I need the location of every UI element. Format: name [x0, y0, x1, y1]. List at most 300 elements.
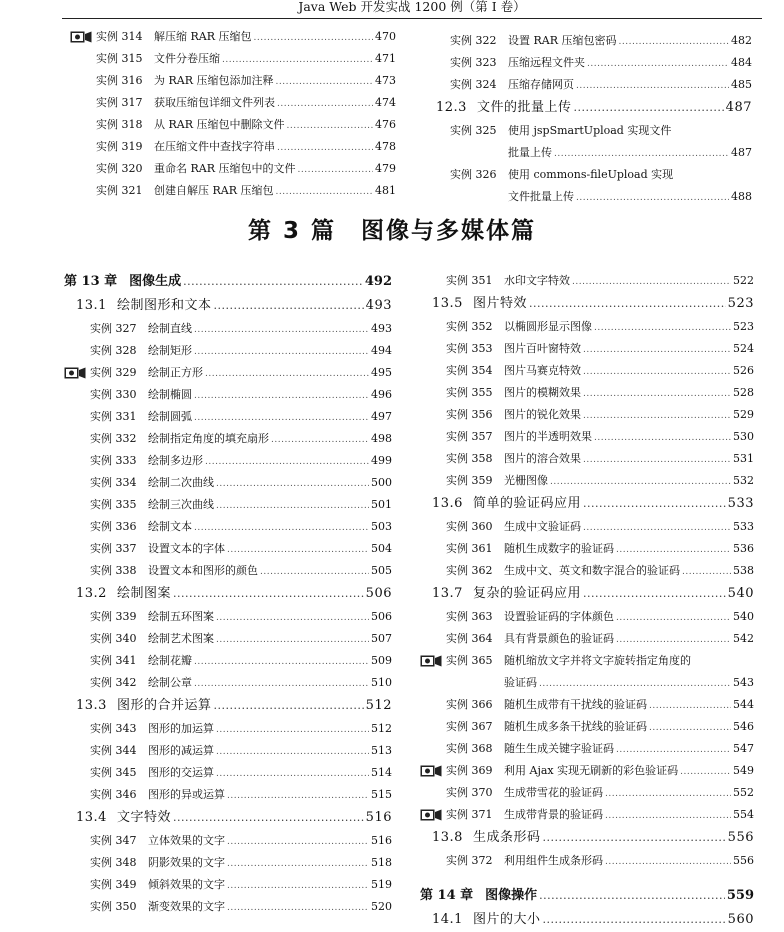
page-number: 506: [371, 610, 392, 623]
toc-entry: [64, 494, 392, 516]
entry-number: 实例 360: [446, 520, 493, 533]
entry-number: 实例 354: [446, 364, 493, 377]
page-number: 516: [371, 834, 392, 847]
toc-entry: [420, 360, 754, 382]
entry-title: 为 RAR 压缩包添加注释: [154, 74, 274, 87]
toc-entry: [420, 516, 754, 538]
toc-entry: [64, 606, 392, 628]
toc-entry: [64, 538, 392, 560]
entry-number: 实例 319: [96, 140, 143, 153]
entry-number: 实例 335: [90, 498, 137, 511]
entry-number: 第 14 章: [420, 888, 474, 903]
leader-dots: [227, 875, 369, 897]
entry-number: 实例 332: [90, 432, 137, 445]
cd-video-icon: [64, 367, 86, 379]
entry-title: 渐变效果的文字: [148, 900, 225, 913]
entry-number: 实例 356: [446, 408, 493, 421]
entry-title: 图片特效: [472, 296, 527, 311]
toc-entry: [420, 560, 754, 582]
entry-title: 批量上传: [508, 146, 552, 159]
toc-entry: [64, 852, 392, 874]
leader-dots: [277, 93, 373, 115]
toc-entry: [420, 382, 754, 404]
entry-number: 实例 323: [450, 56, 497, 69]
page-number: 547: [733, 742, 754, 755]
entry-number: 实例 366: [446, 698, 493, 711]
entry-title: 绘制椭圆: [148, 388, 192, 401]
page-number: 519: [371, 878, 392, 891]
page-number: 512: [365, 698, 392, 713]
page-number: 485: [731, 78, 752, 91]
entry-number: 第 13 章: [64, 274, 118, 289]
page-number: 501: [371, 498, 392, 511]
entry-title: 绘制图案: [116, 586, 171, 601]
entry-number: 实例 338: [90, 564, 137, 577]
page-number: 554: [733, 808, 754, 821]
toc-entry: [420, 850, 754, 872]
entry-title: 图形的合并运算: [116, 698, 212, 713]
leader-dots: [573, 96, 723, 120]
leader-dots: [539, 884, 725, 908]
entry-title: 绘制指定角度的填充扇形: [148, 432, 269, 445]
spacer: [420, 872, 754, 884]
toc-entry: [420, 470, 754, 492]
toc-entry: [64, 628, 392, 650]
entry-number: 实例 325: [450, 124, 497, 137]
page-number: 530: [733, 430, 754, 443]
leader-dots: [616, 739, 731, 761]
entry-number: 实例 314: [96, 30, 143, 43]
toc-column-bottom-right: [420, 270, 754, 932]
entry-number: 实例 368: [446, 742, 493, 755]
page-number: 499: [371, 454, 392, 467]
entry-title: 创建自解压 RAR 压缩包: [154, 184, 274, 197]
toc-entry: [420, 782, 754, 804]
entry-title: 压缩远程文件夹: [508, 56, 585, 69]
leader-dots: [194, 651, 369, 673]
entry-number: 实例 352: [446, 320, 493, 333]
page-number: 503: [371, 520, 392, 533]
entry-number: 实例 359: [446, 474, 493, 487]
page-number: 497: [371, 410, 392, 423]
toc-entry: [96, 158, 396, 180]
entry-title: 图形的交运算: [148, 766, 214, 779]
page-number: 479: [375, 162, 396, 175]
leader-dots: [276, 181, 373, 203]
entry-title: 设置验证码的字体颜色: [504, 610, 614, 623]
entry-number: 实例 328: [90, 344, 137, 357]
page-number: 473: [375, 74, 396, 87]
toc-entry: [64, 516, 392, 538]
entry-number: 实例 320: [96, 162, 143, 175]
entry-number: 实例 348: [90, 856, 137, 869]
entry-number: 实例 363: [446, 610, 493, 623]
toc-section: [420, 826, 754, 850]
entry-title: 设置 RAR 压缩包密码: [508, 34, 617, 47]
leader-dots: [649, 695, 731, 717]
page-number: 498: [371, 432, 392, 445]
toc-section: [420, 492, 754, 516]
entry-title: 随机生成多条干扰线的验证码: [504, 720, 647, 733]
leader-dots: [680, 761, 731, 783]
leader-dots: [222, 49, 373, 71]
page-number: 538: [733, 564, 754, 577]
page-number: 543: [733, 676, 754, 689]
entry-title: 绘制多边形: [148, 454, 203, 467]
toc-entry: [64, 428, 392, 450]
toc-entry: [420, 426, 754, 448]
entry-title: 解压缩 RAR 压缩包: [154, 30, 252, 43]
entry-number: 实例 339: [90, 610, 137, 623]
entry-title: 设置文本的字体: [148, 542, 225, 555]
page-number: 533: [733, 520, 754, 533]
toc-entry: [420, 694, 754, 716]
page-number: 513: [371, 744, 392, 757]
entry-title: 使用 commons-fileUpload 实现: [508, 168, 674, 181]
leader-dots: [271, 429, 369, 451]
leader-dots: [576, 75, 729, 97]
toc-entry: [64, 896, 392, 918]
leader-dots: [216, 763, 369, 785]
page-number: 532: [733, 474, 754, 487]
leader-dots: [173, 806, 364, 830]
page-number: 500: [371, 476, 392, 489]
toc-chapter: [420, 884, 754, 908]
page-number: 522: [733, 274, 754, 287]
entry-title: 绘制正方形: [148, 366, 203, 379]
page-number: 529: [733, 408, 754, 421]
entry-title: 立体效果的文字: [148, 834, 225, 847]
entry-number: 实例 322: [450, 34, 497, 47]
entry-title: 光栅图像: [504, 474, 548, 487]
leader-dots: [594, 317, 731, 339]
entry-title: 图形的异或运算: [148, 788, 225, 801]
entry-number: 实例 345: [90, 766, 137, 779]
toc-section: [64, 694, 392, 718]
page-number: 493: [365, 298, 392, 313]
entry-number: 12.3: [436, 100, 467, 115]
toc-entry: [64, 384, 392, 406]
leader-dots: [605, 783, 731, 805]
entry-title: 随生生成关键字验证码: [504, 742, 614, 755]
leader-dots: [183, 270, 363, 294]
page-number: 476: [375, 118, 396, 131]
page-number: 493: [371, 322, 392, 335]
page-number: 546: [733, 720, 754, 733]
entry-number: 实例 355: [446, 386, 493, 399]
entry-number: 实例 349: [90, 878, 137, 891]
page-number: 528: [733, 386, 754, 399]
toc-section: [420, 908, 754, 932]
entry-number: 实例 362: [446, 564, 493, 577]
toc-entry: [420, 448, 754, 470]
toc-entry: [64, 318, 392, 340]
entry-title: 图片百叶窗特效: [504, 342, 581, 355]
entry-number: 实例 333: [90, 454, 137, 467]
cd-video-icon: [420, 655, 442, 667]
toc-entry: [64, 740, 392, 762]
leader-dots: [583, 405, 731, 427]
toc-entry: [64, 560, 392, 582]
entry-title: 绘制艺术图案: [148, 632, 214, 645]
entry-title: 生成条形码: [472, 830, 541, 845]
page-number: 482: [731, 34, 752, 47]
page-number: 540: [727, 586, 754, 601]
entry-title: 图形的加运算: [148, 722, 214, 735]
entry-title: 倾斜效果的文字: [148, 878, 225, 891]
entry-title: 简单的验证码应用: [472, 496, 581, 511]
toc-section: [420, 292, 754, 316]
page-number: 507: [371, 632, 392, 645]
leader-dots: [194, 673, 369, 695]
entry-number: 实例 327: [90, 322, 137, 335]
entry-number: 实例 340: [90, 632, 137, 645]
leader-dots: [649, 717, 731, 739]
toc-column-top-left: [96, 26, 396, 202]
leader-dots: [227, 831, 369, 853]
page-number: 514: [371, 766, 392, 779]
toc-entry: [420, 538, 754, 560]
page-number: 552: [733, 786, 754, 799]
page-number: 494: [371, 344, 392, 357]
leader-dots: [576, 187, 729, 209]
leader-dots: [298, 159, 373, 181]
toc-entry: [64, 672, 392, 694]
page-number: 542: [733, 632, 754, 645]
entry-number: 实例 370: [446, 786, 493, 799]
toc-section: [64, 806, 392, 830]
leader-dots: [194, 385, 369, 407]
toc-entry: [420, 760, 754, 782]
entry-number: 实例 316: [96, 74, 143, 87]
leader-dots: [216, 719, 369, 741]
page-number: 481: [375, 184, 396, 197]
entry-number: 13.3: [76, 698, 107, 713]
page-number: 523: [733, 320, 754, 333]
leader-dots: [583, 517, 731, 539]
leader-dots: [287, 115, 373, 137]
entry-title: 绘制圆弧: [148, 410, 192, 423]
page-number: 518: [371, 856, 392, 869]
leader-dots: [616, 629, 731, 651]
leader-dots: [554, 143, 729, 165]
page-number: 540: [733, 610, 754, 623]
toc-entry: [436, 186, 752, 208]
leader-dots: [583, 492, 726, 516]
leader-dots: [216, 741, 369, 763]
toc-section: [64, 294, 392, 318]
entry-number: 13.4: [76, 810, 107, 825]
entry-title: 文件分卷压缩: [154, 52, 220, 65]
toc-column-top-right: [436, 30, 752, 208]
entry-title: 生成中文、英文和数字混合的验证码: [504, 564, 680, 577]
leader-dots: [583, 339, 731, 361]
leader-dots: [216, 495, 369, 517]
toc-entry: [64, 362, 392, 384]
entry-title: 验证码: [504, 676, 537, 689]
toc-entry: [420, 716, 754, 738]
entry-title: 绘制文本: [148, 520, 192, 533]
page-number: 484: [731, 56, 752, 69]
entry-title: 压缩存储网页: [508, 78, 574, 91]
entry-number: 实例 324: [450, 78, 497, 91]
entry-number: 实例 343: [90, 722, 137, 735]
entry-title: 绘制花瓣: [148, 654, 192, 667]
entry-title: 绘制五环图案: [148, 610, 214, 623]
toc-entry: [436, 164, 752, 186]
toc-chapter: [64, 270, 392, 294]
leader-dots: [216, 473, 369, 495]
entry-number: 13.6: [432, 496, 463, 511]
entry-title: 设置文本和图形的颜色: [148, 564, 258, 577]
entry-number: 实例 317: [96, 96, 143, 109]
cd-video-icon: [70, 31, 92, 43]
page-number: 536: [733, 542, 754, 555]
page-number: 556: [733, 854, 754, 867]
leader-dots: [616, 539, 731, 561]
entry-number: 实例 347: [90, 834, 137, 847]
page-number: 492: [364, 274, 392, 289]
toc-entry: [96, 92, 396, 114]
page-number: 559: [726, 888, 754, 903]
toc-column-bottom-left: [64, 270, 392, 918]
entry-number: 实例 351: [446, 274, 493, 287]
entry-title: 随机生成数字的验证码: [504, 542, 614, 555]
entry-number: 实例 341: [90, 654, 137, 667]
leader-dots: [594, 427, 731, 449]
entry-title: 绘制矩形: [148, 344, 192, 357]
entry-title: 文件的批量上传: [476, 100, 572, 115]
toc-entry: [64, 406, 392, 428]
leader-dots: [276, 71, 373, 93]
part-title: 第 3 篇 图像与多媒体篇: [247, 218, 537, 244]
entry-number: 实例 329: [90, 366, 137, 379]
page-number: 520: [371, 900, 392, 913]
page-number: 496: [371, 388, 392, 401]
toc-entry: [436, 52, 752, 74]
entry-number: 实例 334: [90, 476, 137, 489]
entry-title: 绘制公章: [148, 676, 192, 689]
page-number: 488: [731, 190, 752, 203]
toc-entry: [420, 650, 754, 672]
toc-entry: [420, 738, 754, 760]
toc-entry: [64, 762, 392, 784]
entry-title: 生成带雪花的验证码: [504, 786, 603, 799]
entry-title: 图片马赛克特效: [504, 364, 581, 377]
entry-number: 实例 357: [446, 430, 493, 443]
leader-dots: [227, 853, 369, 875]
page-number: 556: [727, 830, 754, 845]
leader-dots: [213, 694, 363, 718]
entry-number: 实例 353: [446, 342, 493, 355]
page-number: 533: [727, 496, 754, 511]
entry-title: 图片的锐化效果: [504, 408, 581, 421]
page-number: 524: [733, 342, 754, 355]
page-number: 487: [725, 100, 752, 115]
toc-entry: [96, 70, 396, 92]
cd-video-icon: [420, 809, 442, 821]
entry-number: 13.1: [76, 298, 107, 313]
entry-title: 图像生成: [129, 274, 182, 289]
page-number: 509: [371, 654, 392, 667]
toc-entry: [64, 650, 392, 672]
page-number: 474: [375, 96, 396, 109]
entry-title: 使用 jspSmartUpload 实现文件: [508, 124, 672, 137]
leader-dots: [194, 407, 369, 429]
entry-title: 生成带背景的验证码: [504, 808, 603, 821]
leader-dots: [227, 785, 369, 807]
leader-dots: [616, 607, 731, 629]
page-number: 495: [371, 366, 392, 379]
entry-number: 13.5: [432, 296, 463, 311]
page-number: 549: [733, 764, 754, 777]
toc-entry: [436, 142, 752, 164]
entry-title: 随机缩放文字并将文字旋转指定角度的: [504, 654, 691, 667]
toc-entry: [64, 472, 392, 494]
page-number: 478: [375, 140, 396, 153]
leader-dots: [227, 539, 369, 561]
entry-number: 实例 365: [446, 654, 493, 667]
leader-dots: [583, 582, 726, 606]
entry-number: 实例 342: [90, 676, 137, 689]
toc-entry: [420, 338, 754, 360]
page-number: 523: [727, 296, 754, 311]
running-header: [62, 0, 762, 19]
entry-title: 在压缩文件中查找字符串: [154, 140, 275, 153]
entry-number: 13.2: [76, 586, 107, 601]
page-number: 516: [365, 810, 392, 825]
toc-entry: [420, 270, 754, 292]
entry-title: 水印文字特效: [504, 274, 570, 287]
entry-title: 利用 Ajax 实现无刷新的彩色验证码: [504, 764, 679, 777]
page-number: 470: [375, 30, 396, 43]
leader-dots: [605, 851, 731, 873]
entry-title: 绘制二次曲线: [148, 476, 214, 489]
cd-video-icon: [420, 765, 442, 777]
toc-entry: [64, 450, 392, 472]
leader-dots: [682, 561, 731, 583]
leader-dots: [583, 383, 731, 405]
toc-entry: [96, 26, 396, 48]
leader-dots: [583, 361, 731, 383]
entry-title: 文件批量上传: [508, 190, 574, 203]
page-number: 526: [733, 364, 754, 377]
leader-dots: [605, 805, 731, 827]
toc-entry: [420, 404, 754, 426]
entry-number: 实例 315: [96, 52, 143, 65]
leader-dots: [542, 908, 725, 932]
toc-entry: [64, 340, 392, 362]
entry-number: 实例 358: [446, 452, 493, 465]
leader-dots: [254, 27, 373, 49]
entry-number: 实例 318: [96, 118, 143, 131]
toc-entry: [96, 180, 396, 202]
leader-dots: [194, 319, 369, 341]
leader-dots: [205, 363, 369, 385]
entry-number: 实例 330: [90, 388, 137, 401]
entry-title: 图像操作: [485, 888, 538, 903]
entry-number: 实例 344: [90, 744, 137, 757]
entry-title: 绘制直线: [148, 322, 192, 335]
entry-title: 随机生成带有干扰线的验证码: [504, 698, 647, 711]
leader-dots: [216, 607, 369, 629]
leader-dots: [587, 53, 729, 75]
page-number: 515: [371, 788, 392, 801]
entry-title: 以椭圆形显示图像: [504, 320, 592, 333]
toc-section: [64, 582, 392, 606]
entry-title: 获取压缩包详细文件列表: [154, 96, 275, 109]
leader-dots: [572, 271, 731, 293]
